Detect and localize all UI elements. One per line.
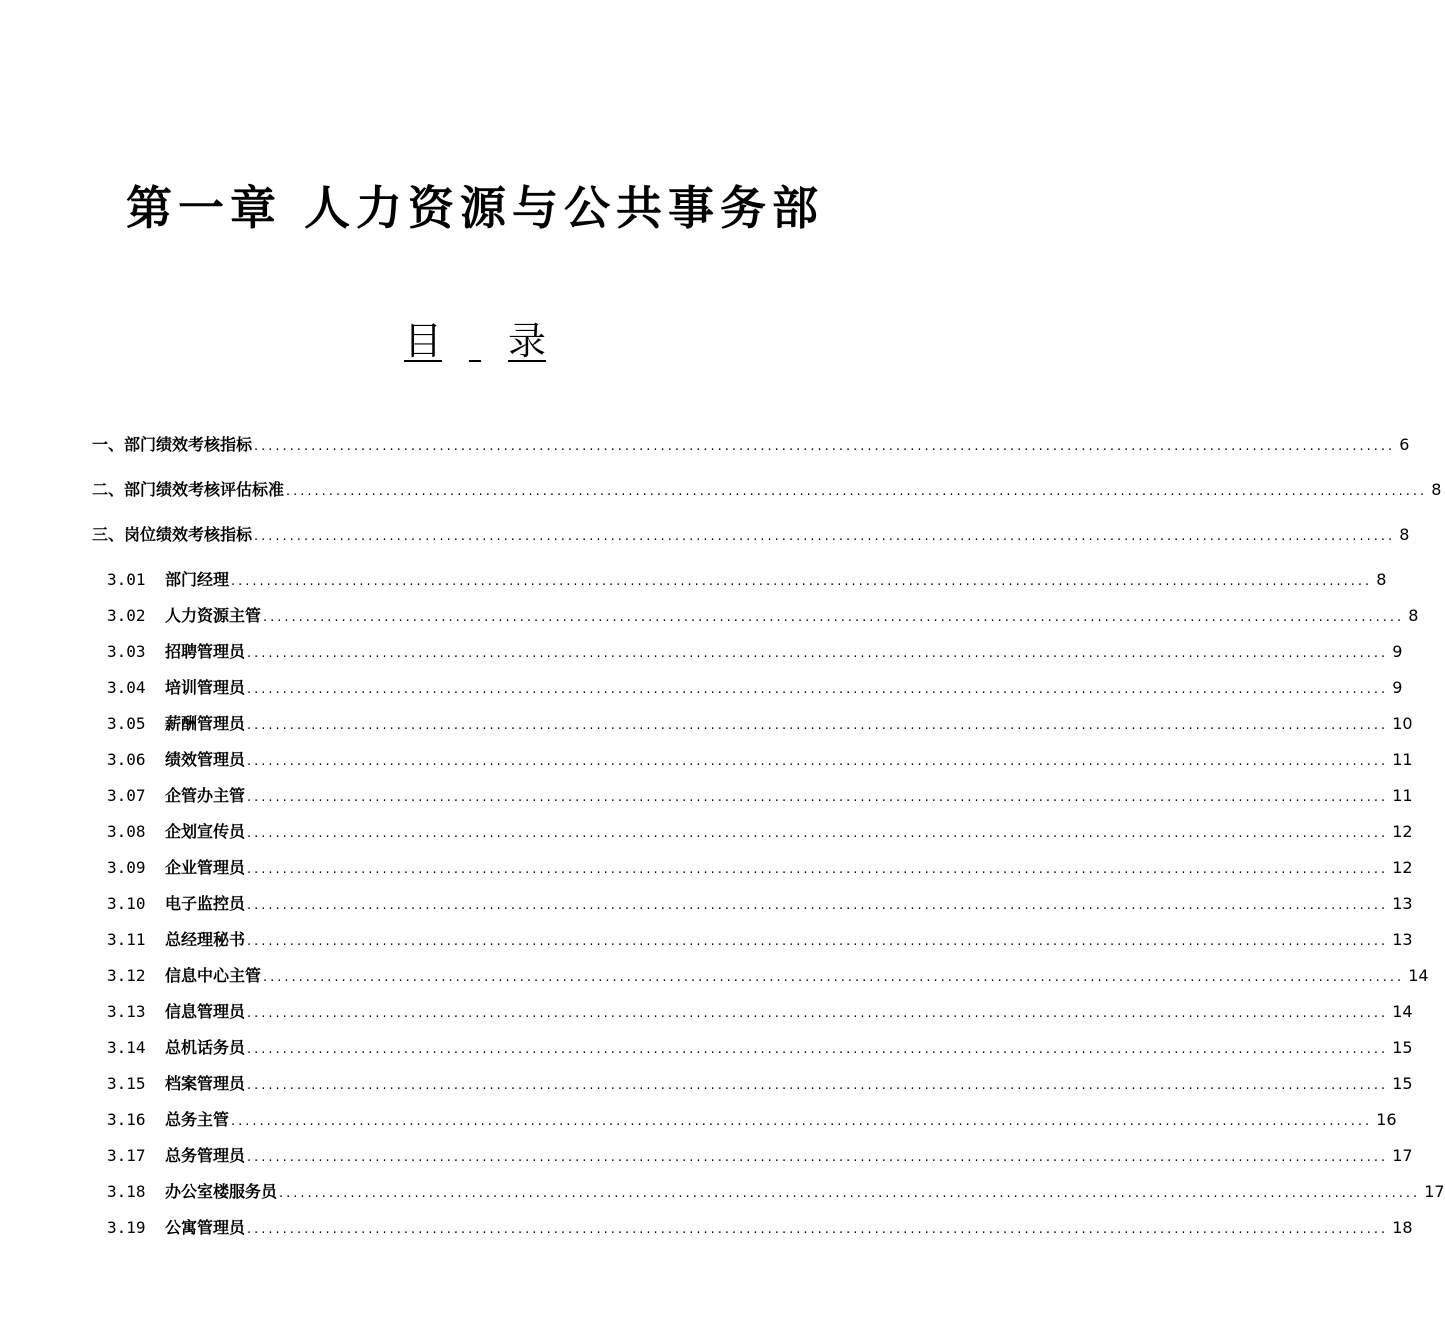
toc-entry-number: 3.13 (107, 1002, 146, 1021)
toc-position-entry[interactable] (107, 640, 1403, 664)
toc-page-number: 6 (1399, 435, 1410, 454)
toc-entry-number: 3.18 (107, 1182, 146, 1201)
toc-entry-label: 企业管理员 (165, 858, 246, 877)
toc-entry-number: 3.06 (107, 750, 146, 769)
toc-heading-right: 录 (508, 319, 547, 363)
toc-leader-dots: ................................................................................................................................................................ (231, 574, 1373, 589)
toc-entry-number: 3.03 (107, 642, 146, 661)
toc-entry-number: 3.04 (107, 678, 146, 697)
toc-entry-number: 3.12 (107, 966, 146, 985)
toc-entry-label: 招聘管理员 (165, 642, 246, 661)
toc-leader-dots: ................................................................................................................................................................ (263, 610, 1405, 625)
toc-position-entry[interactable] (107, 1144, 1413, 1168)
toc-entry-label: 总机话务员 (165, 1038, 246, 1057)
toc-position-entry[interactable] (107, 1000, 1413, 1024)
toc-page-number: 8 (1431, 480, 1442, 499)
toc-entry-number: 3.07 (107, 786, 146, 805)
toc-entry-number: 3.08 (107, 822, 146, 841)
toc-entry-number: 3.19 (107, 1218, 146, 1237)
toc-leader-dots: ................................................................................................................................................................ (254, 529, 1396, 544)
toc-page-number: 13 (1392, 894, 1413, 913)
toc-position-entry[interactable] (107, 784, 1413, 808)
toc-page-number: 15 (1392, 1074, 1413, 1093)
toc-position-entry[interactable] (107, 748, 1413, 772)
toc-page-number: 13 (1392, 930, 1413, 949)
toc-leader-dots: ................................................................................................................................................................ (247, 718, 1389, 733)
toc-page-number: 8 (1408, 606, 1419, 625)
toc-page-number: 10 (1392, 714, 1413, 733)
toc-leader-dots: ................................................................................................................................................................ (247, 682, 1389, 697)
toc-position-entry[interactable] (107, 1036, 1413, 1060)
toc-heading-gap (442, 318, 508, 364)
toc-entry-number: 3.16 (107, 1110, 146, 1129)
toc-entry-label: 信息管理员 (165, 1002, 246, 1021)
toc-page-number: 12 (1392, 822, 1413, 841)
toc-entry-label: 档案管理员 (165, 1074, 246, 1093)
toc-position-entry[interactable] (107, 1216, 1413, 1240)
toc-leader-dots: ................................................................................................................................................................ (254, 439, 1396, 454)
toc-page-number: 9 (1392, 642, 1403, 661)
toc-entry-label: 总务主管 (165, 1110, 230, 1129)
toc-entry-label: 总务管理员 (165, 1146, 246, 1165)
toc-position-entry[interactable] (107, 892, 1413, 916)
toc-entry-number: 3.15 (107, 1074, 146, 1093)
toc-leader-dots: ................................................................................................................................................................ (247, 1006, 1389, 1021)
toc-position-entry[interactable] (107, 1180, 1445, 1204)
toc-page-number: 9 (1392, 678, 1403, 697)
toc-entry-label: 信息中心主管 (165, 966, 262, 985)
toc-position-entry[interactable] (107, 964, 1429, 988)
toc-page-number: 11 (1392, 750, 1413, 769)
toc-leader-dots: ................................................................................................................................................................ (247, 1078, 1389, 1093)
toc-entry-number: 3.01 (107, 570, 146, 589)
toc-page-number: 17 (1424, 1182, 1445, 1201)
toc-page-number: 12 (1392, 858, 1413, 877)
toc-leader-dots: ................................................................................................................................................................ (247, 862, 1389, 877)
toc-position-entry[interactable] (107, 928, 1413, 952)
toc-leader-dots: ................................................................................................................................................................ (247, 1150, 1389, 1165)
toc-leader-dots: ................................................................................................................................................................ (279, 1186, 1421, 1201)
toc-leader-dots: ................................................................................................................................................................ (263, 970, 1405, 985)
toc-page-number: 18 (1392, 1218, 1413, 1237)
toc-leader-dots: ................................................................................................................................................................ (247, 898, 1389, 913)
toc-entry-label: 公寓管理员 (165, 1218, 246, 1237)
toc-position-entry[interactable] (107, 820, 1413, 844)
toc-page-number: 15 (1392, 1038, 1413, 1057)
toc-entry-label: 二、部门绩效考核评估标准 (92, 480, 285, 499)
toc-leader-dots: ................................................................................................................................................................ (247, 1042, 1389, 1057)
toc-entry-label: 薪酬管理员 (165, 714, 246, 733)
toc-position-entry[interactable] (107, 676, 1403, 700)
toc-entry-label: 总经理秘书 (165, 930, 246, 949)
toc-entry-number: 3.09 (107, 858, 146, 877)
toc-entry-number: 3.05 (107, 714, 146, 733)
toc-page-number: 14 (1408, 966, 1429, 985)
toc-page-number: 8 (1376, 570, 1387, 589)
toc-leader-dots: ................................................................................................................................................................ (247, 934, 1389, 949)
toc-section-entry[interactable] (92, 523, 1410, 547)
toc-position-entry[interactable] (107, 1072, 1413, 1096)
toc-entry-number: 3.17 (107, 1146, 146, 1165)
toc-leader-dots: ................................................................................................................................................................ (286, 484, 1428, 499)
toc-entry-number: 3.10 (107, 894, 146, 913)
toc-page-number: 11 (1392, 786, 1413, 805)
toc-position-entry[interactable] (107, 856, 1413, 880)
toc-leader-dots: ................................................................................................................................................................ (247, 826, 1389, 841)
toc-entry-label: 企管办主管 (165, 786, 246, 805)
toc-page-number: 16 (1376, 1110, 1397, 1129)
toc-position-entry[interactable] (107, 1108, 1397, 1132)
toc-entry-label: 企划宣传员 (165, 822, 246, 841)
toc-entry-label: 人力资源主管 (165, 606, 262, 625)
toc-entry-label: 三、岗位绩效考核指标 (92, 525, 253, 544)
toc-heading-left: 目 (403, 319, 442, 363)
toc-position-entry[interactable] (107, 712, 1413, 736)
toc-leader-dots: ................................................................................................................................................................ (231, 1114, 1373, 1129)
toc-entry-label: 绩效管理员 (165, 750, 246, 769)
toc-page-number: 8 (1399, 525, 1410, 544)
toc-section-entry[interactable] (92, 433, 1410, 457)
toc-entry-label: 部门经理 (165, 570, 230, 589)
toc-entry-number: 3.14 (107, 1038, 146, 1057)
toc-entry-label: 培训管理员 (165, 678, 246, 697)
toc-leader-dots: ................................................................................................................................................................ (247, 754, 1389, 769)
toc-leader-dots: ................................................................................................................................................................ (247, 646, 1389, 661)
toc-page-number: 17 (1392, 1146, 1413, 1165)
toc-leader-dots: ................................................................................................................................................................ (247, 790, 1389, 805)
toc-entry-label: 办公室楼服务员 (165, 1182, 278, 1201)
toc-entry-number: 3.02 (107, 606, 146, 625)
toc-entry-label: 电子监控员 (165, 894, 246, 913)
toc-page-number: 14 (1392, 1002, 1413, 1021)
toc-entry-label: 一、部门绩效考核指标 (92, 435, 253, 454)
toc-position-entry[interactable] (107, 568, 1387, 592)
toc-heading (0, 318, 950, 364)
toc-leader-dots: ................................................................................................................................................................ (247, 1222, 1389, 1237)
toc-entry-number: 3.11 (107, 930, 146, 949)
toc-section-entry[interactable] (92, 478, 1442, 502)
toc-position-entry[interactable] (107, 604, 1419, 628)
chapter-title: 第一章 人力资源与公共事务部 (125, 181, 824, 235)
